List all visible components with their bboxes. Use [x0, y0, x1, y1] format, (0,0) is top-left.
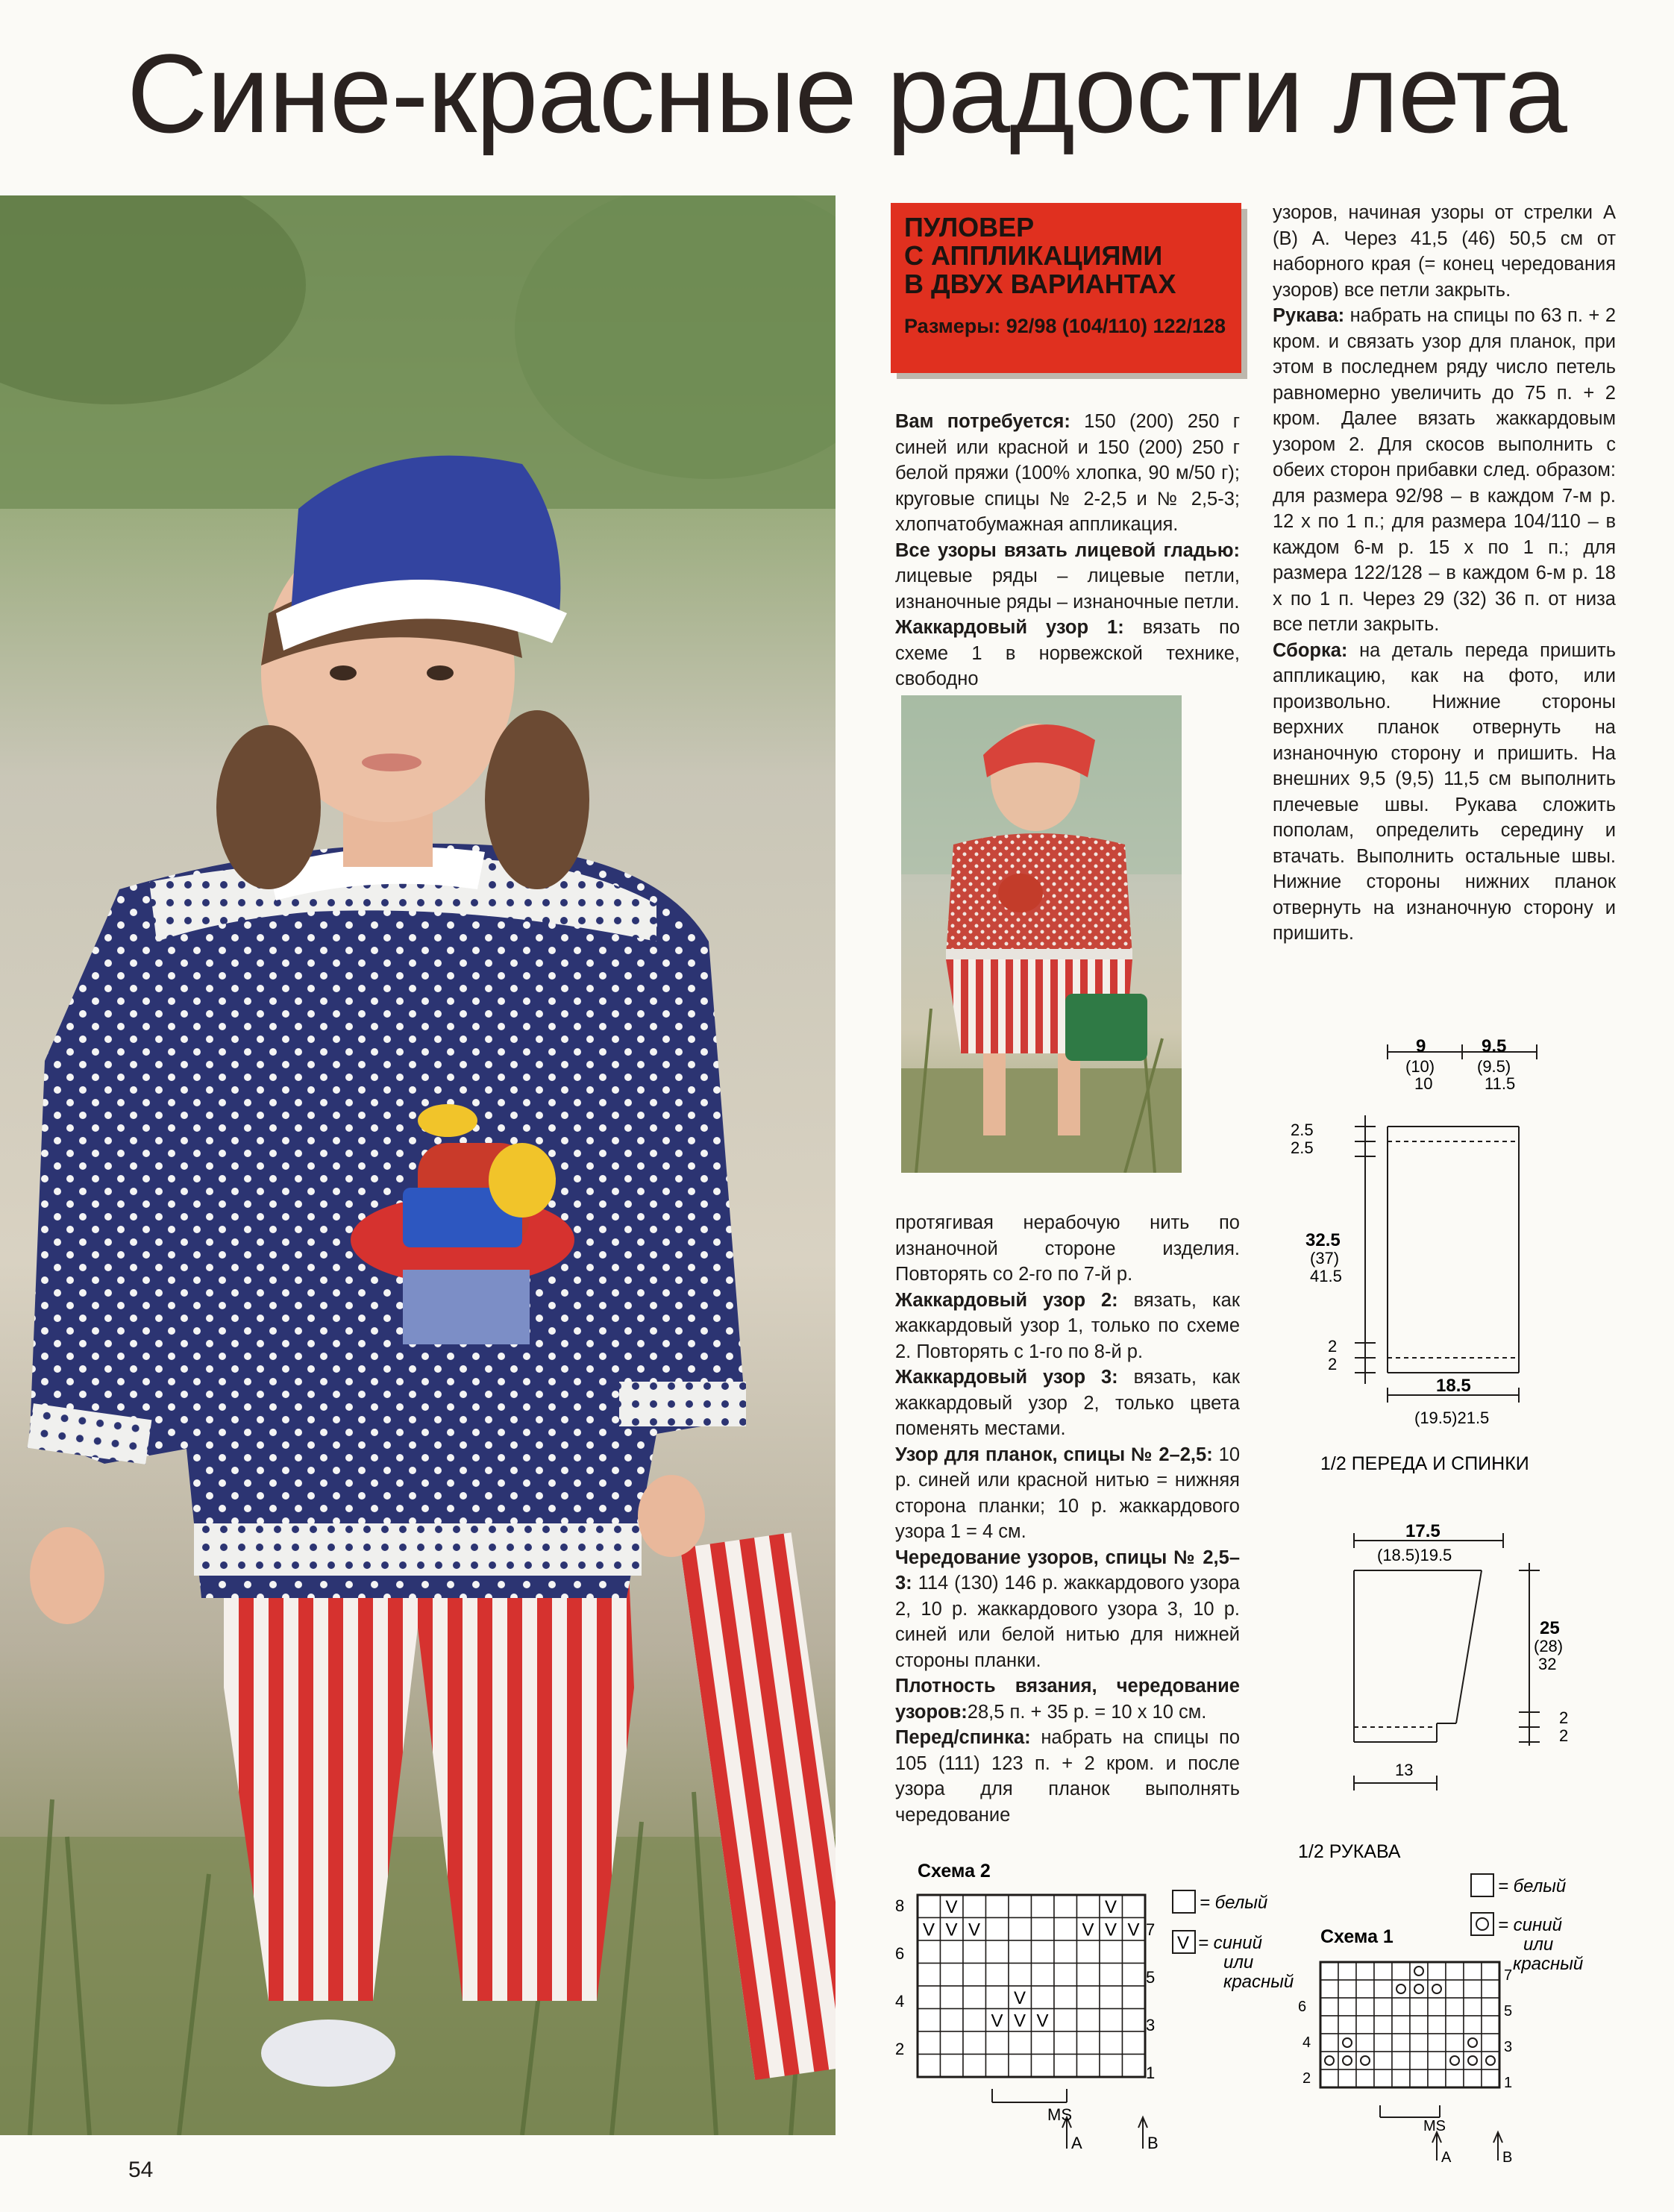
- front-caption: 1/2 ПЕРЕДА И СПИНКИ: [1320, 1453, 1529, 1474]
- grid-cell: [1054, 1986, 1077, 2009]
- grid-cell: [1032, 1964, 1055, 1987]
- front-back-diagram: [1268, 1030, 1656, 1492]
- grid-cell: [1356, 2052, 1374, 2070]
- legend-white-swatch: [1471, 1874, 1493, 1896]
- grid-cell: [1054, 2055, 1077, 2078]
- legend-color-label: = синий: [1498, 1915, 1562, 1935]
- header-box: [891, 203, 1241, 373]
- paragraph: Все узоры вязать лицевой гладью: лицевые ряды – лицевые петли, изнаночные ряды – изнаночные петли.: [895, 539, 1240, 612]
- scheme-2-row-label: 7: [1146, 1920, 1156, 1939]
- grid-cell: [1464, 2052, 1482, 2070]
- scheme-2-row-label: 4: [895, 1992, 905, 2011]
- grid-cell: [1009, 1964, 1032, 1987]
- grid-cell: [1054, 1940, 1077, 1964]
- grid-cell: [1054, 1964, 1077, 1987]
- grid-cell: [1410, 1998, 1428, 2016]
- scheme-2-title: Схема 2: [918, 1861, 991, 1882]
- dim-width-1: 18.5: [1436, 1376, 1471, 1396]
- legend-color-label: = синий: [1198, 1933, 1262, 1953]
- grid-cell: [1320, 2034, 1338, 2052]
- scheme-2-row-label: 8: [895, 1896, 905, 1915]
- grid-cell: [1100, 1964, 1123, 1987]
- grid-cell: [1464, 1980, 1482, 1998]
- grid-cell: [963, 1964, 986, 1987]
- grid-cell: [1320, 1980, 1338, 1998]
- paragraph: Жаккардовый узор 1: вязать по схеме 1 в норвежской технике, свободно: [895, 617, 1240, 689]
- dim-left-1: 2.5: [1291, 1121, 1314, 1139]
- sleeve-diagram: [1268, 1500, 1656, 1873]
- text-column-b: [895, 1210, 1240, 1828]
- grid-cell: [1410, 2034, 1428, 2052]
- grid-cell: [1077, 2031, 1100, 2055]
- grid-cell: [1392, 1980, 1410, 1998]
- grid-cell: [918, 2009, 941, 2032]
- paragraph: Плотность вязания, чередование узоров:28,5 п. + 35 р. = 10 х 10 см.: [895, 1676, 1240, 1723]
- grid-cell: [1482, 2016, 1499, 2034]
- paragraph: Сборка: на деталь переда пришить аппликацию, как на фото, или произвольно. Нижние стороны верхних планок отвернуть на изнаночную сторону и пришить. На внешних 9,5 (9,5) 11,5 см выполнить плечевые швы. Рукава сложить пополам, определить середину и втачать. Выполнить остальные швы. Нижние стороны нижних планок отвернуть на изнаночную сторону и пришить.: [1273, 639, 1616, 944]
- grid-cell: [1123, 1964, 1146, 1987]
- grid-cell: [1410, 1962, 1428, 1980]
- grid-cell: [1320, 2070, 1338, 2087]
- dim-mid-2: (37): [1310, 1249, 1340, 1268]
- dim-top-b-sub: (9.5): [1477, 1057, 1511, 1076]
- grid-cell: [1100, 2031, 1123, 2055]
- grid-cell: [1320, 2052, 1338, 2070]
- dim-bot-2: 2: [1328, 1355, 1338, 1373]
- grid-cell: [1392, 1962, 1410, 1980]
- grid-cell: [1100, 1986, 1123, 2009]
- main-photo: [0, 195, 836, 2135]
- sleeve-dim-right-1: 25: [1540, 1618, 1560, 1638]
- grid-cell: [941, 1940, 964, 1964]
- grid-cell: [1482, 2034, 1499, 2052]
- stitch-mark: V: [1105, 1897, 1117, 1917]
- grid-cell: [1123, 1895, 1146, 1918]
- grid-cell: [1428, 1962, 1446, 1980]
- grid-cell: [1428, 1998, 1446, 2016]
- paragraph: узоров, начиная узоры от стрелки А (В) А. Через 41,5 (46) 50,5 см от наборного края (= конец чередования узоров) все петли закрыть.: [1273, 202, 1616, 301]
- dim-width-2: (19.5)21.5: [1414, 1409, 1490, 1427]
- dim-mid-3: 41.5: [1310, 1267, 1342, 1285]
- grid-cell: [1464, 2070, 1482, 2087]
- grid-cell: [963, 1986, 986, 2009]
- grid-cell: [1392, 2070, 1410, 2087]
- stitch-mark: V: [1105, 1920, 1117, 1940]
- scheme-1-row-label: 3: [1504, 2039, 1513, 2055]
- legend-or-label: или: [1223, 1952, 1254, 1973]
- dim-top-a-sub2: 10: [1414, 1074, 1433, 1093]
- grid-cell: [1338, 1962, 1356, 1980]
- scheme-2-row-label: 6: [895, 1944, 905, 1963]
- sleeve-caption: 1/2 РУКАВА: [1298, 1841, 1401, 1862]
- text-column-a: [895, 409, 1240, 692]
- grid-cell: [918, 1895, 941, 1918]
- grid-cell: [1077, 2055, 1100, 2078]
- sleeve-dim-right-4: 2: [1559, 1708, 1569, 1727]
- grid-cell: [918, 1940, 941, 1964]
- grid-cell: [1123, 2055, 1146, 2078]
- grid-cell: [1428, 1980, 1446, 1998]
- sleeve-dim-right-3: 32: [1538, 1655, 1557, 1673]
- grid-cell: [1009, 1918, 1032, 1941]
- grid-cell: [986, 1918, 1009, 1941]
- grid-cell: [1446, 1998, 1464, 2016]
- legend-color-swatch: [1471, 1913, 1493, 1935]
- page-number: 54: [128, 2158, 154, 2182]
- grid-cell: [1338, 2034, 1356, 2052]
- grid-cell: [1009, 2031, 1032, 2055]
- scheme-2-chart: [895, 1850, 1298, 2178]
- dim-mid-1: 32.5: [1305, 1230, 1341, 1250]
- page-title: Сине-красные радости лета: [127, 31, 1567, 156]
- grid-cell: [1410, 2070, 1428, 2087]
- scheme-2-row-label: 1: [1146, 2064, 1156, 2082]
- grid-cell: [1338, 2052, 1356, 2070]
- scheme-1-row-label: 4: [1302, 2034, 1311, 2051]
- legend-color-symbol: V: [1177, 1933, 1190, 1953]
- grid-cell: [1464, 1998, 1482, 2016]
- grid-cell: [1374, 1980, 1392, 1998]
- scheme-1-title: Схема 1: [1320, 1926, 1394, 1947]
- grid-cell: [1446, 1962, 1464, 1980]
- text-column-c: [1273, 200, 1616, 947]
- stitch-mark: V: [968, 1920, 981, 1940]
- grid-cell: [1032, 1986, 1055, 2009]
- legend-white-label: = белый: [1498, 1876, 1567, 1896]
- grid-cell: [986, 2055, 1009, 2078]
- grid-cell: [1009, 1940, 1032, 1964]
- sleeve-dim-top-1: 17.5: [1405, 1521, 1441, 1541]
- grid-cell: [1100, 2055, 1123, 2078]
- paragraph: Перед/спинка: набрать на спицы по 105 (111) 123 п. + 2 кром. и после узора для планок выполнять чередование: [895, 1727, 1240, 1826]
- paragraph: Чередование узоров, спицы № 2,5–3: 114 (130) 146 р. жаккардового узора 2, 10 р. жаккардового узора 3, 10 р. синей или белой нитью для нижней стороны планки.: [895, 1547, 1240, 1671]
- grid-cell: [1320, 1998, 1338, 2016]
- paragraph: Узор для планок, спицы № 2–2,5: 10 р. синей или красной нитью = нижняя сторона планки; 10 р. жаккардового узора 1 = 4 см.: [895, 1444, 1240, 1542]
- scheme-1-arrow-b: B: [1502, 2149, 1513, 2166]
- grid-cell: [1446, 2016, 1464, 2034]
- grid-cell: [1032, 2031, 1055, 2055]
- grid-cell: [1338, 1998, 1356, 2016]
- scheme-1-row-label: 2: [1302, 2070, 1311, 2087]
- scheme-2-grid: [918, 1895, 1145, 2077]
- grid-cell: [1428, 2052, 1446, 2070]
- paragraph: Жаккардовый узор 2: вязать, как жаккардовый узор 1, только по схеме 2. Повторять с 1-го по 8-й р.: [895, 1289, 1240, 1362]
- grid-cell: [1374, 2052, 1392, 2070]
- grid-cell: [1032, 1895, 1055, 1918]
- grid-cell: [1009, 1895, 1032, 1918]
- grid-cell: [1077, 1895, 1100, 1918]
- stitch-mark: V: [1127, 1920, 1140, 1940]
- scheme-2-row-label: 2: [895, 2040, 905, 2058]
- grid-cell: [1338, 2016, 1356, 2034]
- paragraph: Вам потребуется: 150 (200) 250 г синей или красной и 150 (200) 250 г белой пряжи (100% хлопка, 90 м/50 г); круговые спицы № 2-2,5 и № 2,5-3; хлопчатобумажная аппликация.: [895, 411, 1240, 535]
- grid-cell: [986, 2031, 1009, 2055]
- grid-cell: [1410, 1980, 1428, 1998]
- dim-top-a-sub: (10): [1405, 1057, 1435, 1076]
- grid-cell: [1320, 2016, 1338, 2034]
- grid-cell: [1032, 2055, 1055, 2078]
- dim-top-b: 9.5: [1482, 1036, 1507, 1056]
- legend-red-label: красный: [1223, 1972, 1294, 1992]
- grid-cell: [941, 1964, 964, 1987]
- grid-cell: [1482, 2070, 1499, 2087]
- grid-cell: [1464, 1962, 1482, 1980]
- grid-cell: [1123, 2031, 1146, 2055]
- legend-or-label: или: [1523, 1934, 1554, 1955]
- grid-cell: [941, 2031, 964, 2055]
- grid-cell: [1320, 1962, 1338, 1980]
- grid-cell: [941, 2055, 964, 2078]
- grid-cell: [1392, 2016, 1410, 2034]
- scheme-1-ms: MS: [1423, 2118, 1446, 2134]
- grid-cell: [1077, 1964, 1100, 1987]
- grid-cell: [1054, 2031, 1077, 2055]
- legend-white-swatch: [1173, 1890, 1195, 1913]
- grid-cell: [918, 2031, 941, 2055]
- dim-top-a: 9: [1416, 1036, 1426, 1056]
- scheme-1-row-label: 6: [1298, 1999, 1307, 2015]
- grid-cell: [963, 2055, 986, 2078]
- grid-cell: [1392, 2052, 1410, 2070]
- dim-bot-1: 2: [1328, 1337, 1338, 1356]
- grid-cell: [1356, 2034, 1374, 2052]
- grid-cell: [1356, 2016, 1374, 2034]
- grid-cell: [1464, 2016, 1482, 2034]
- legend-white-label: = белый: [1200, 1893, 1268, 1913]
- grid-cell: [1374, 2070, 1392, 2087]
- grid-cell: [1446, 2034, 1464, 2052]
- grid-cell: [1482, 1998, 1499, 2016]
- grid-cell: [1392, 2034, 1410, 2052]
- stitch-mark: V: [945, 1897, 958, 1917]
- grid-cell: [1054, 1895, 1077, 1918]
- grid-cell: [1464, 2034, 1482, 2052]
- legend-red-label: красный: [1513, 1954, 1584, 1974]
- grid-cell: [1482, 1980, 1499, 1998]
- scheme-2-row-label: 3: [1146, 2016, 1156, 2034]
- grid-cell: [963, 1895, 986, 1918]
- grid-cell: [1410, 2016, 1428, 2034]
- sleeve-dim-bottom: 13: [1395, 1761, 1414, 1779]
- scheme-1-chart: [1298, 1865, 1671, 2178]
- grid-cell: [1356, 1962, 1374, 1980]
- stitch-mark: V: [1036, 2011, 1049, 2031]
- paragraph: протягивая нерабочую нить по изнаночной стороне изделия. Повторять со 2-го по 7-й р.: [895, 1212, 1240, 1285]
- grid-cell: [1054, 1918, 1077, 1941]
- grid-cell: [1338, 1980, 1356, 1998]
- stitch-mark: V: [945, 1920, 958, 1940]
- grid-cell: [986, 1895, 1009, 1918]
- stitch-mark: V: [1082, 1920, 1094, 1940]
- grid-cell: [1077, 2009, 1100, 2032]
- grid-cell: [1374, 1962, 1392, 1980]
- grid-cell: [986, 1940, 1009, 1964]
- grid-cell: [1428, 2034, 1446, 2052]
- scheme-2-arrow-a: A: [1071, 2134, 1082, 2152]
- grid-cell: [918, 1986, 941, 2009]
- grid-cell: [1100, 1940, 1123, 1964]
- header-sizes: Размеры: 92/98 (104/110) 122/128: [904, 315, 1226, 337]
- stitch-mark: V: [923, 1920, 935, 1940]
- grid-cell: [941, 1986, 964, 2009]
- grid-cell: [1374, 2034, 1392, 2052]
- grid-cell: [1410, 2052, 1428, 2070]
- grid-cell: [963, 2009, 986, 2032]
- grid-cell: [1123, 1986, 1146, 2009]
- grid-cell: [1077, 1986, 1100, 2009]
- grid-cell: [963, 1940, 986, 1964]
- stitch-mark: V: [1014, 2011, 1026, 2031]
- sleeve-dim-right-5: 2: [1559, 1726, 1569, 1745]
- grid-cell: [1032, 1918, 1055, 1941]
- stitch-mark: V: [991, 2011, 1003, 2031]
- grid-cell: [1446, 1980, 1464, 1998]
- scheme-1-row-label: 7: [1504, 1967, 1513, 1984]
- grid-cell: [1374, 1998, 1392, 2016]
- grid-cell: [1123, 1940, 1146, 1964]
- scheme-1-row-label: 5: [1504, 2003, 1513, 2020]
- scheme-2-row-label: 5: [1146, 1968, 1156, 1987]
- scheme-1-arrow-a: A: [1441, 2149, 1452, 2166]
- paragraph: Рукава: набрать на спицы по 63 п. + 2 кром. и связать узор для планок, при этом в последнем ряду число петель равномерно увеличить до 75 п. + 2 кром. Далее вязать жаккардовым узором 2. Для скосов выполнить с обеих сторон прибавки след. образом: для размера 92/98 – в каждом 7-м р. 12 х по 1 п.; для размера 104/110 – в каждом 6-м р. 15 х по 1 п.; для размера 122/128 – в каждом 6-м р. 18 х по 1 п. Через 29 (32) 36 п. от низа все петли закрыть.: [1273, 305, 1616, 635]
- stitch-mark: V: [1014, 1988, 1026, 2008]
- grid-cell: [1374, 2016, 1392, 2034]
- grid-cell: [986, 1986, 1009, 2009]
- scheme-2-ms: MS: [1047, 2105, 1072, 2124]
- scheme-1-grid: [1320, 1962, 1499, 2087]
- grid-cell: [918, 1964, 941, 1987]
- grid-cell: [1054, 2009, 1077, 2032]
- grid-cell: [1392, 1998, 1410, 2016]
- paragraph: Жаккардовый узор 3: вязать, как жаккардовый узор 2, только цвета поменять местами.: [895, 1367, 1240, 1439]
- header-heading: ПУЛОВЕР С АППЛИКАЦИЯМИ В ДВУХ ВАРИАНТАХ: [904, 212, 1176, 299]
- small-photo: [901, 695, 1182, 1173]
- grid-cell: [1482, 1962, 1499, 1980]
- sleeve-dim-right-2: (28): [1534, 1637, 1564, 1655]
- grid-cell: [1482, 2052, 1499, 2070]
- grid-cell: [1009, 2055, 1032, 2078]
- dim-left-2: 2.5: [1291, 1138, 1314, 1157]
- grid-cell: [1077, 1940, 1100, 1964]
- grid-cell: [1446, 2070, 1464, 2087]
- grid-cell: [1032, 1940, 1055, 1964]
- grid-cell: [1446, 2052, 1464, 2070]
- grid-cell: [1100, 2009, 1123, 2032]
- grid-cell: [1356, 2070, 1374, 2087]
- dim-top-b-sub2: 11.5: [1485, 1074, 1516, 1093]
- grid-cell: [986, 1964, 1009, 1987]
- scheme-1-row-label: 1: [1504, 2075, 1513, 2091]
- grid-cell: [1356, 1980, 1374, 1998]
- scheme-2-arrow-b: B: [1147, 2134, 1159, 2152]
- small-photo-illustration: [901, 695, 1182, 1173]
- grid-cell: [1123, 2009, 1146, 2032]
- grid-cell: [1428, 2070, 1446, 2087]
- sleeve-dim-top-2: (18.5)19.5: [1377, 1546, 1452, 1564]
- grid-cell: [1356, 1998, 1374, 2016]
- grid-cell: [963, 2031, 986, 2055]
- main-photo-illustration: [0, 195, 836, 2135]
- grid-cell: [1338, 2070, 1356, 2087]
- grid-cell: [1428, 2016, 1446, 2034]
- grid-cell: [941, 2009, 964, 2032]
- grid-cell: [918, 2055, 941, 2078]
